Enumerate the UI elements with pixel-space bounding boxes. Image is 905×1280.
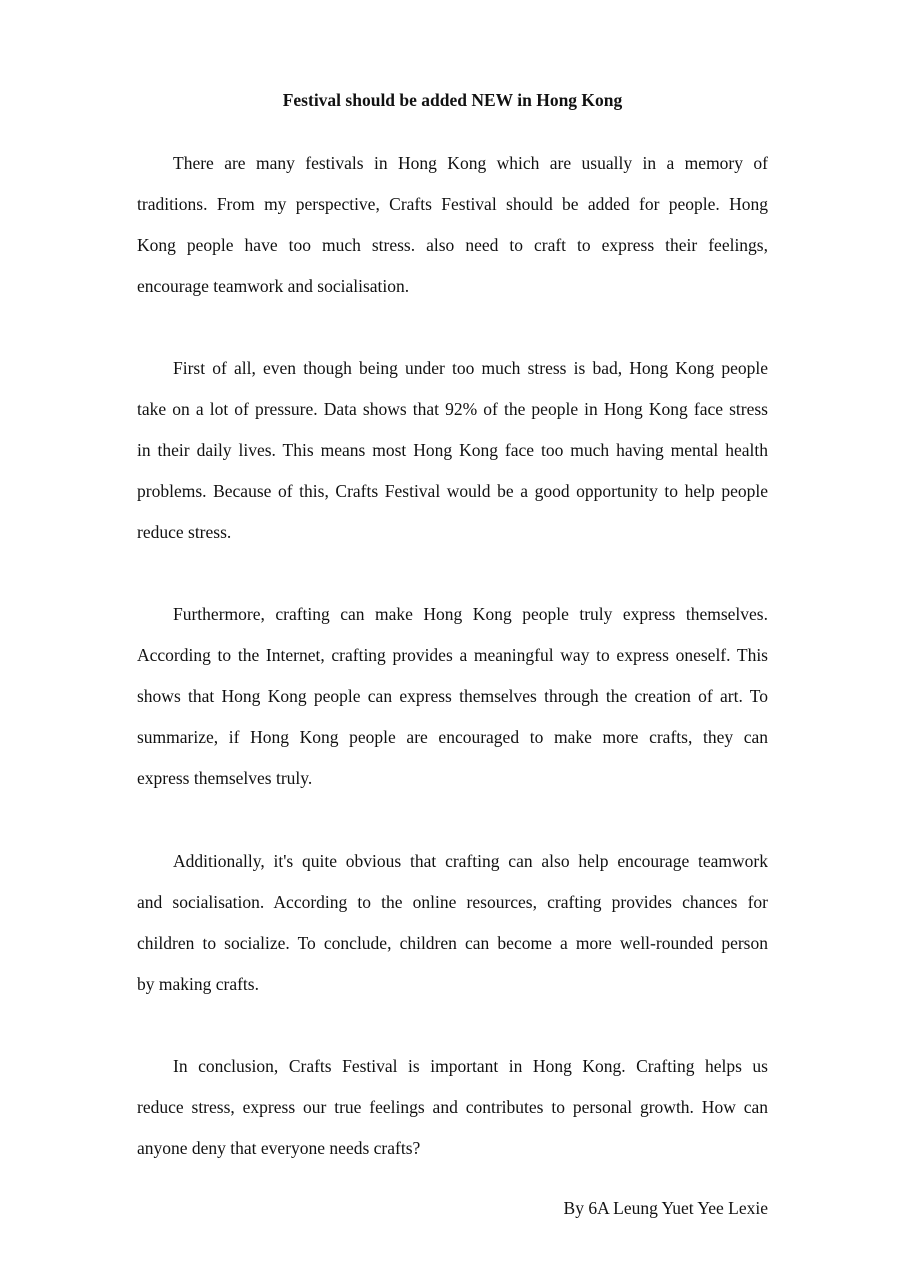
paragraph-line: According to the Internet, crafting provides a meaningful way to express oneself. This (137, 645, 768, 665)
paragraph-line: express themselves truly. (137, 768, 313, 788)
paragraph-line: There are many festivals in Hong Kong which are usually in a memory of (173, 153, 768, 173)
paragraph-line: and socialisation. According to the online resources, crafting provides chances for (137, 892, 768, 912)
paragraph-line: in their daily lives. This means most Hong Kong face too much having mental health (137, 440, 768, 460)
author-signature: By 6A Leung Yuet Yee Lexie (563, 1198, 768, 1218)
paragraph-line: reduce stress, express our true feelings and contributes to personal growth. How can (137, 1097, 768, 1117)
paragraph-line: reduce stress. (137, 522, 232, 542)
paragraph-line: take on a lot of pressure. Data shows that 92% of the people in Hong Kong face stress (137, 399, 768, 419)
paragraph-line: anyone deny that everyone needs crafts? (137, 1138, 421, 1158)
paragraph-line: shows that Hong Kong people can express themselves through the creation of art. To (137, 686, 768, 706)
paragraph-line: Kong people have too much stress. also need to craft to express their feelings, (137, 235, 768, 255)
paragraph-line: problems. Because of this, Crafts Festival would be a good opportunity to help people (137, 481, 768, 501)
paragraph-line: First of all, even though being under too much stress is bad, Hong Kong people (173, 358, 768, 378)
paragraph-line: encourage teamwork and socialisation. (137, 276, 410, 296)
paragraph-line: by making crafts. (137, 974, 259, 994)
paragraph-line: In conclusion, Crafts Festival is important in Hong Kong. Crafting helps us (173, 1056, 768, 1076)
paragraph-line: Additionally, it's quite obvious that crafting can also help encourage teamwork (173, 851, 768, 871)
paragraph-line: traditions. From my perspective, Crafts Festival should be added for people. Hong (137, 194, 768, 214)
document-title: Festival should be added NEW in Hong Kong (282, 90, 623, 110)
paragraph-line: summarize, if Hong Kong people are encouraged to make more crafts, they can (137, 727, 768, 747)
paragraph-line: children to socialize. To conclude, children can become a more well-rounded person (137, 933, 768, 953)
paragraph-line: Furthermore, crafting can make Hong Kong people truly express themselves. (173, 604, 768, 624)
